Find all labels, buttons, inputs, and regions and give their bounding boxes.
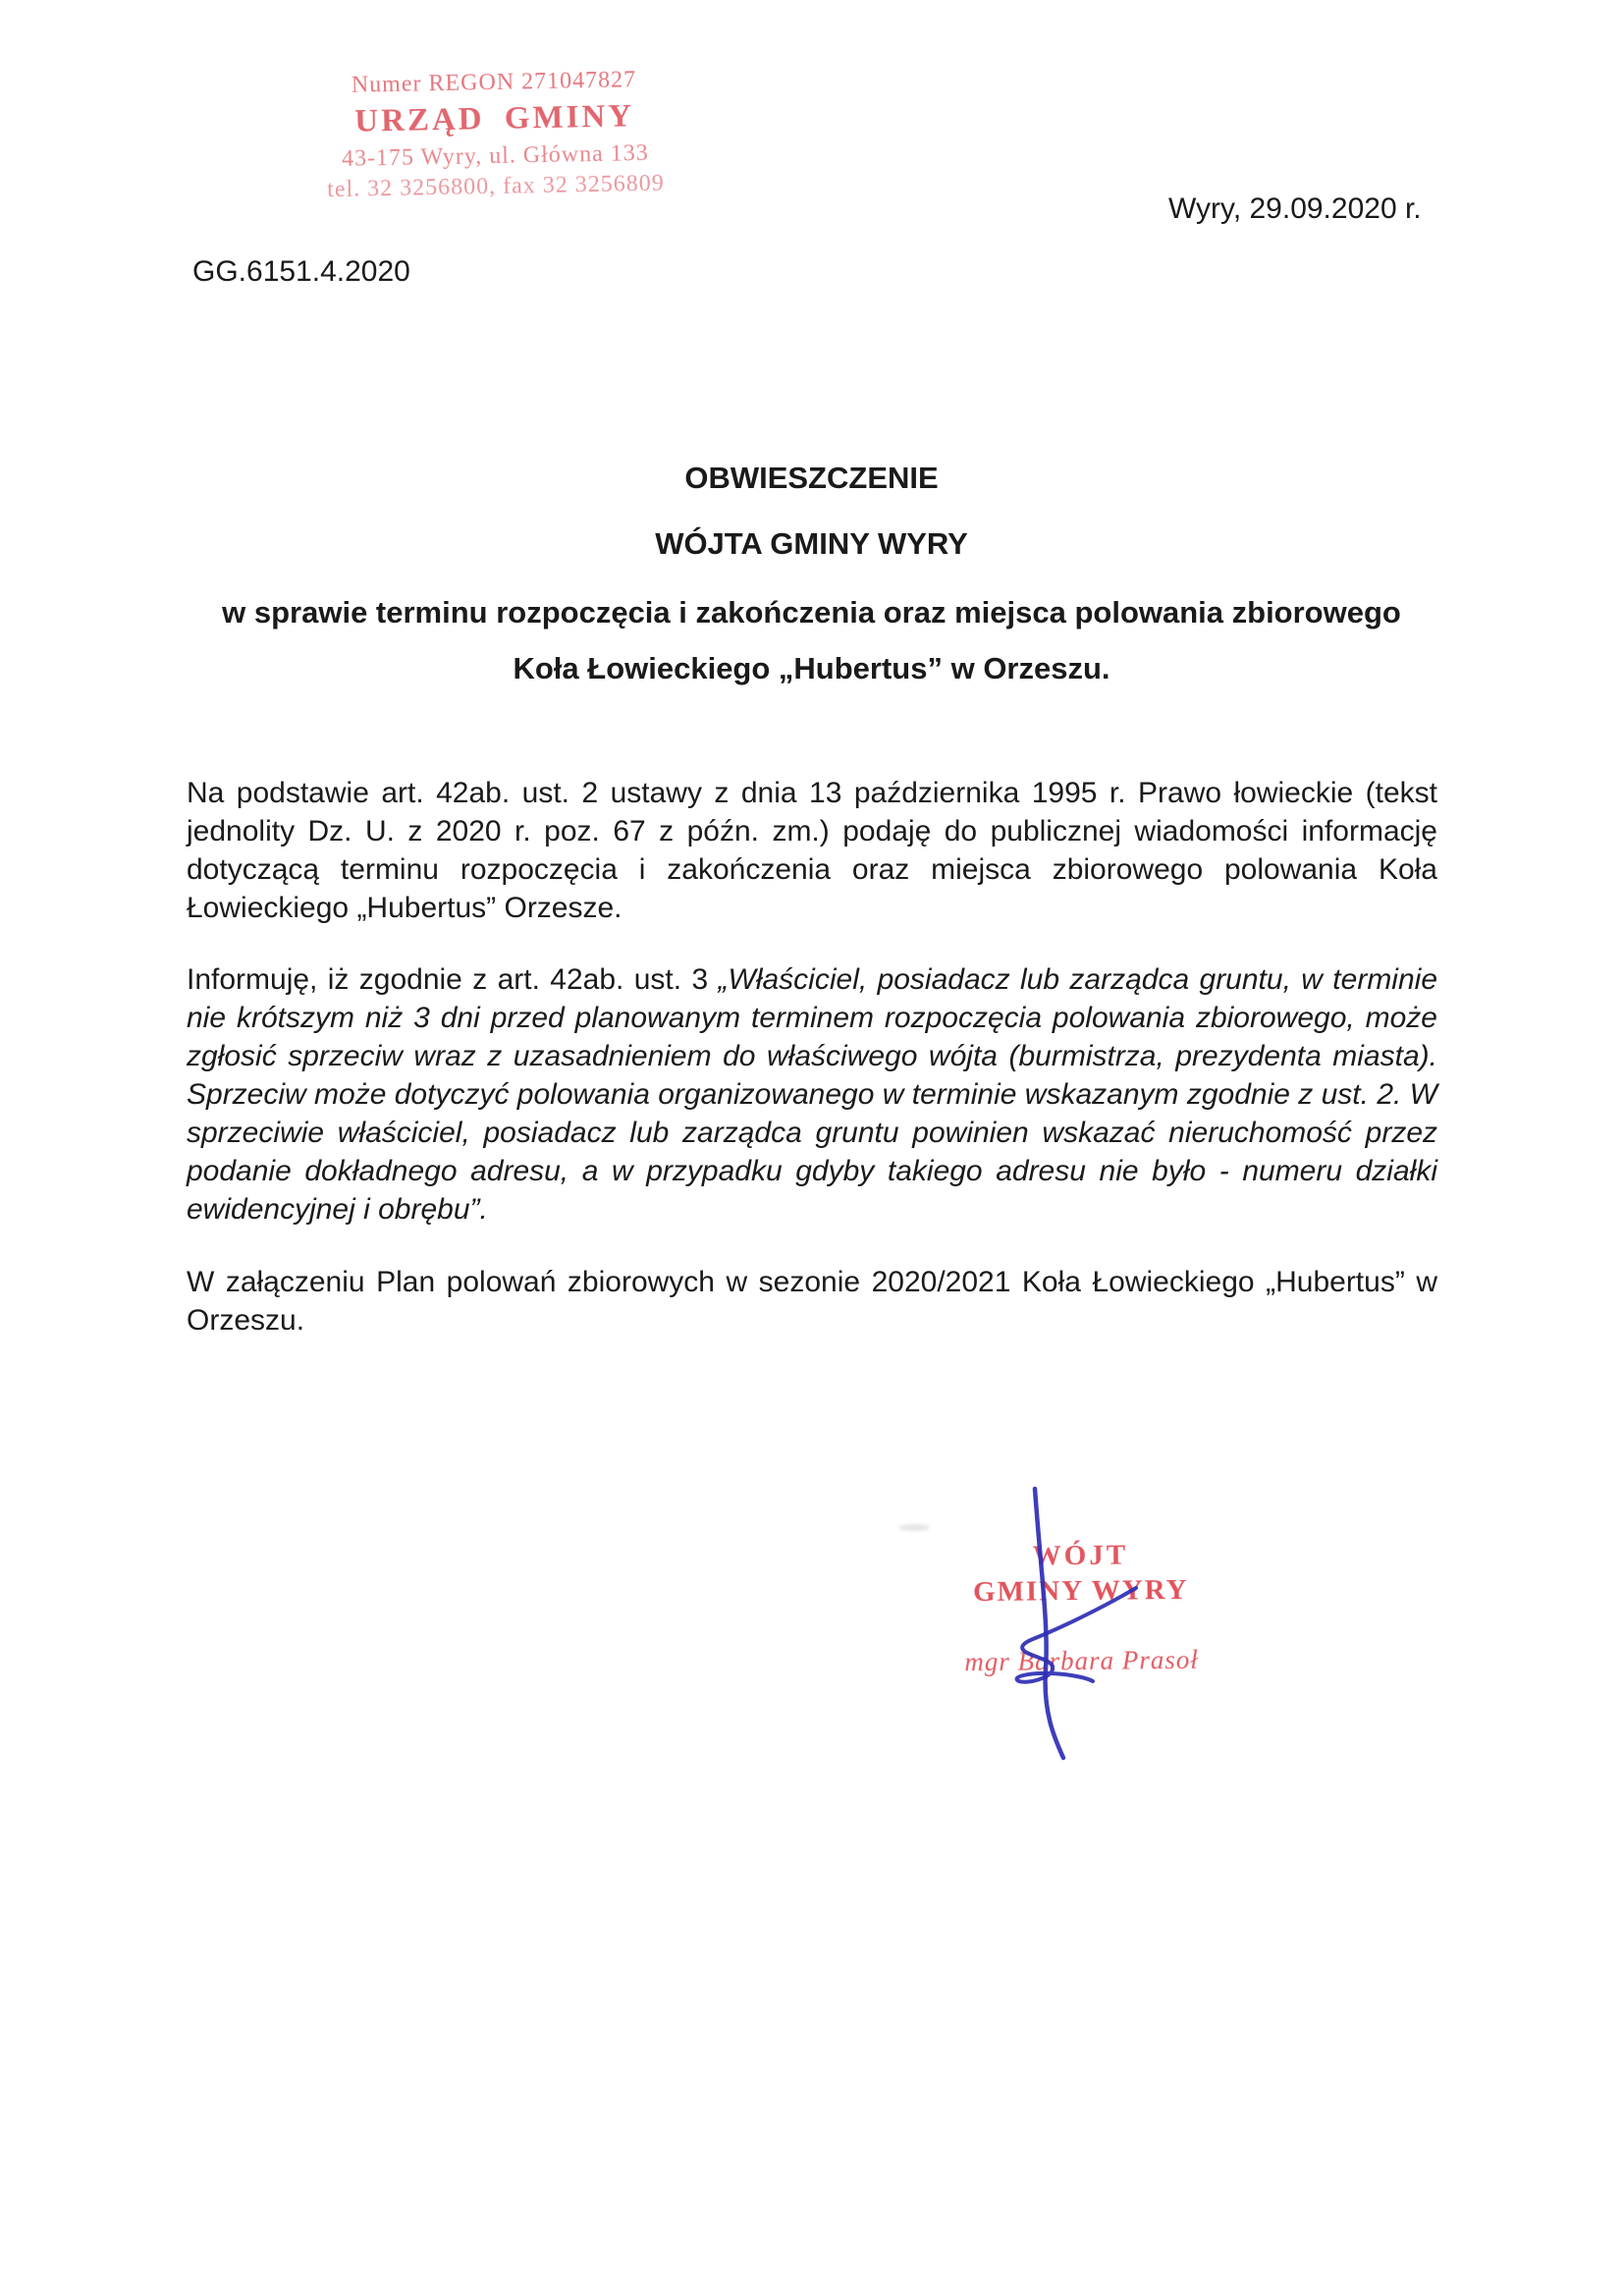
body-paragraph-objection-info [187,960,1437,1229]
body-paragraph-legal-basis: Na podstawie art. 42ab. ust. 2 ustawy z dnia 13 października 1995 r. Prawo łowieckie (tekst jednolity Dz. U. z 2020 r. poz. 67 z późn. zm.) podaję do publicznej wiadomości informację dotyczącą terminu rozpoczęcia i zakończenia oraz miejsca zbiorowego polowania Koła Łowieckiego „Hubertus” Orzesze. [187,777,1437,924]
reference-number: GG.6151.4.2020 [192,255,410,288]
stamp-phone-line: tel. 32 3256800, fax 32 3256809 [326,170,666,203]
signature-stamp-name: mgr Barbara Prasoł [964,1644,1199,1677]
stamp-office-name: URZĄD GMINY [353,98,635,139]
signature-stamp-title: WÓJT [1032,1539,1129,1572]
document-date: Wyry, 29.09.2020 r. [1168,192,1422,225]
document-subject-line-2: Koła Łowieckiego „Hubertus” w Orzeszu. [513,651,1110,685]
stamp-address-line: 43-175 Wyry, ul. Główna 133 [341,139,650,172]
office-header-stamp [311,67,678,201]
paragraph-quoted-law-text: „Właściciel, posiadacz lub zarządca gruntu, w terminie nie krótszym niż 3 dni przed planowanym terminem rozpoczęcia polowania zbiorowego, może zgłosić sprzeciw wraz z uzasadnieniem do właściwego wójta (burmistrza, prezydenta miasta). Sprzeciw może dotyczyć polowania organizowanego w terminie wskazanym zgodnie z ust. 2. W sprzeciwie właściciel, posiadacz lub zarządca gruntu powinien wskazać nieruchomość przez podanie dokładnego adresu, a w przypadku gdyby takiego adresu nie było - numeru działki ewidencyjnej i obrębu”. [187,963,1438,1226]
document-title-issuer: WÓJTA GMINY WYRY [655,526,968,561]
signature-stamp [940,1541,1221,1676]
document-subject-line-1: w sprawie terminu rozpoczęcia i zakończenia oraz miejsca polowania zbiorowego [222,595,1401,629]
scan-artifact-speck [898,1524,930,1531]
stamp-regon-line: Numer REGON 271047827 [351,67,637,98]
signature-stamp-office: GMINY WYRY [972,1573,1189,1609]
document-title: OBWIESZCZENIE [684,461,939,495]
paragraph-intro-text: Informuję, iż zgodnie z art. 42ab. ust. 3 [187,963,719,996]
body-paragraph-attachment-note: W załączeniu Plan polowań zbiorowych w sezonie 2020/2021 Koła Łowieckiego „Hubertus” w Orzeszu. [187,1266,1437,1337]
